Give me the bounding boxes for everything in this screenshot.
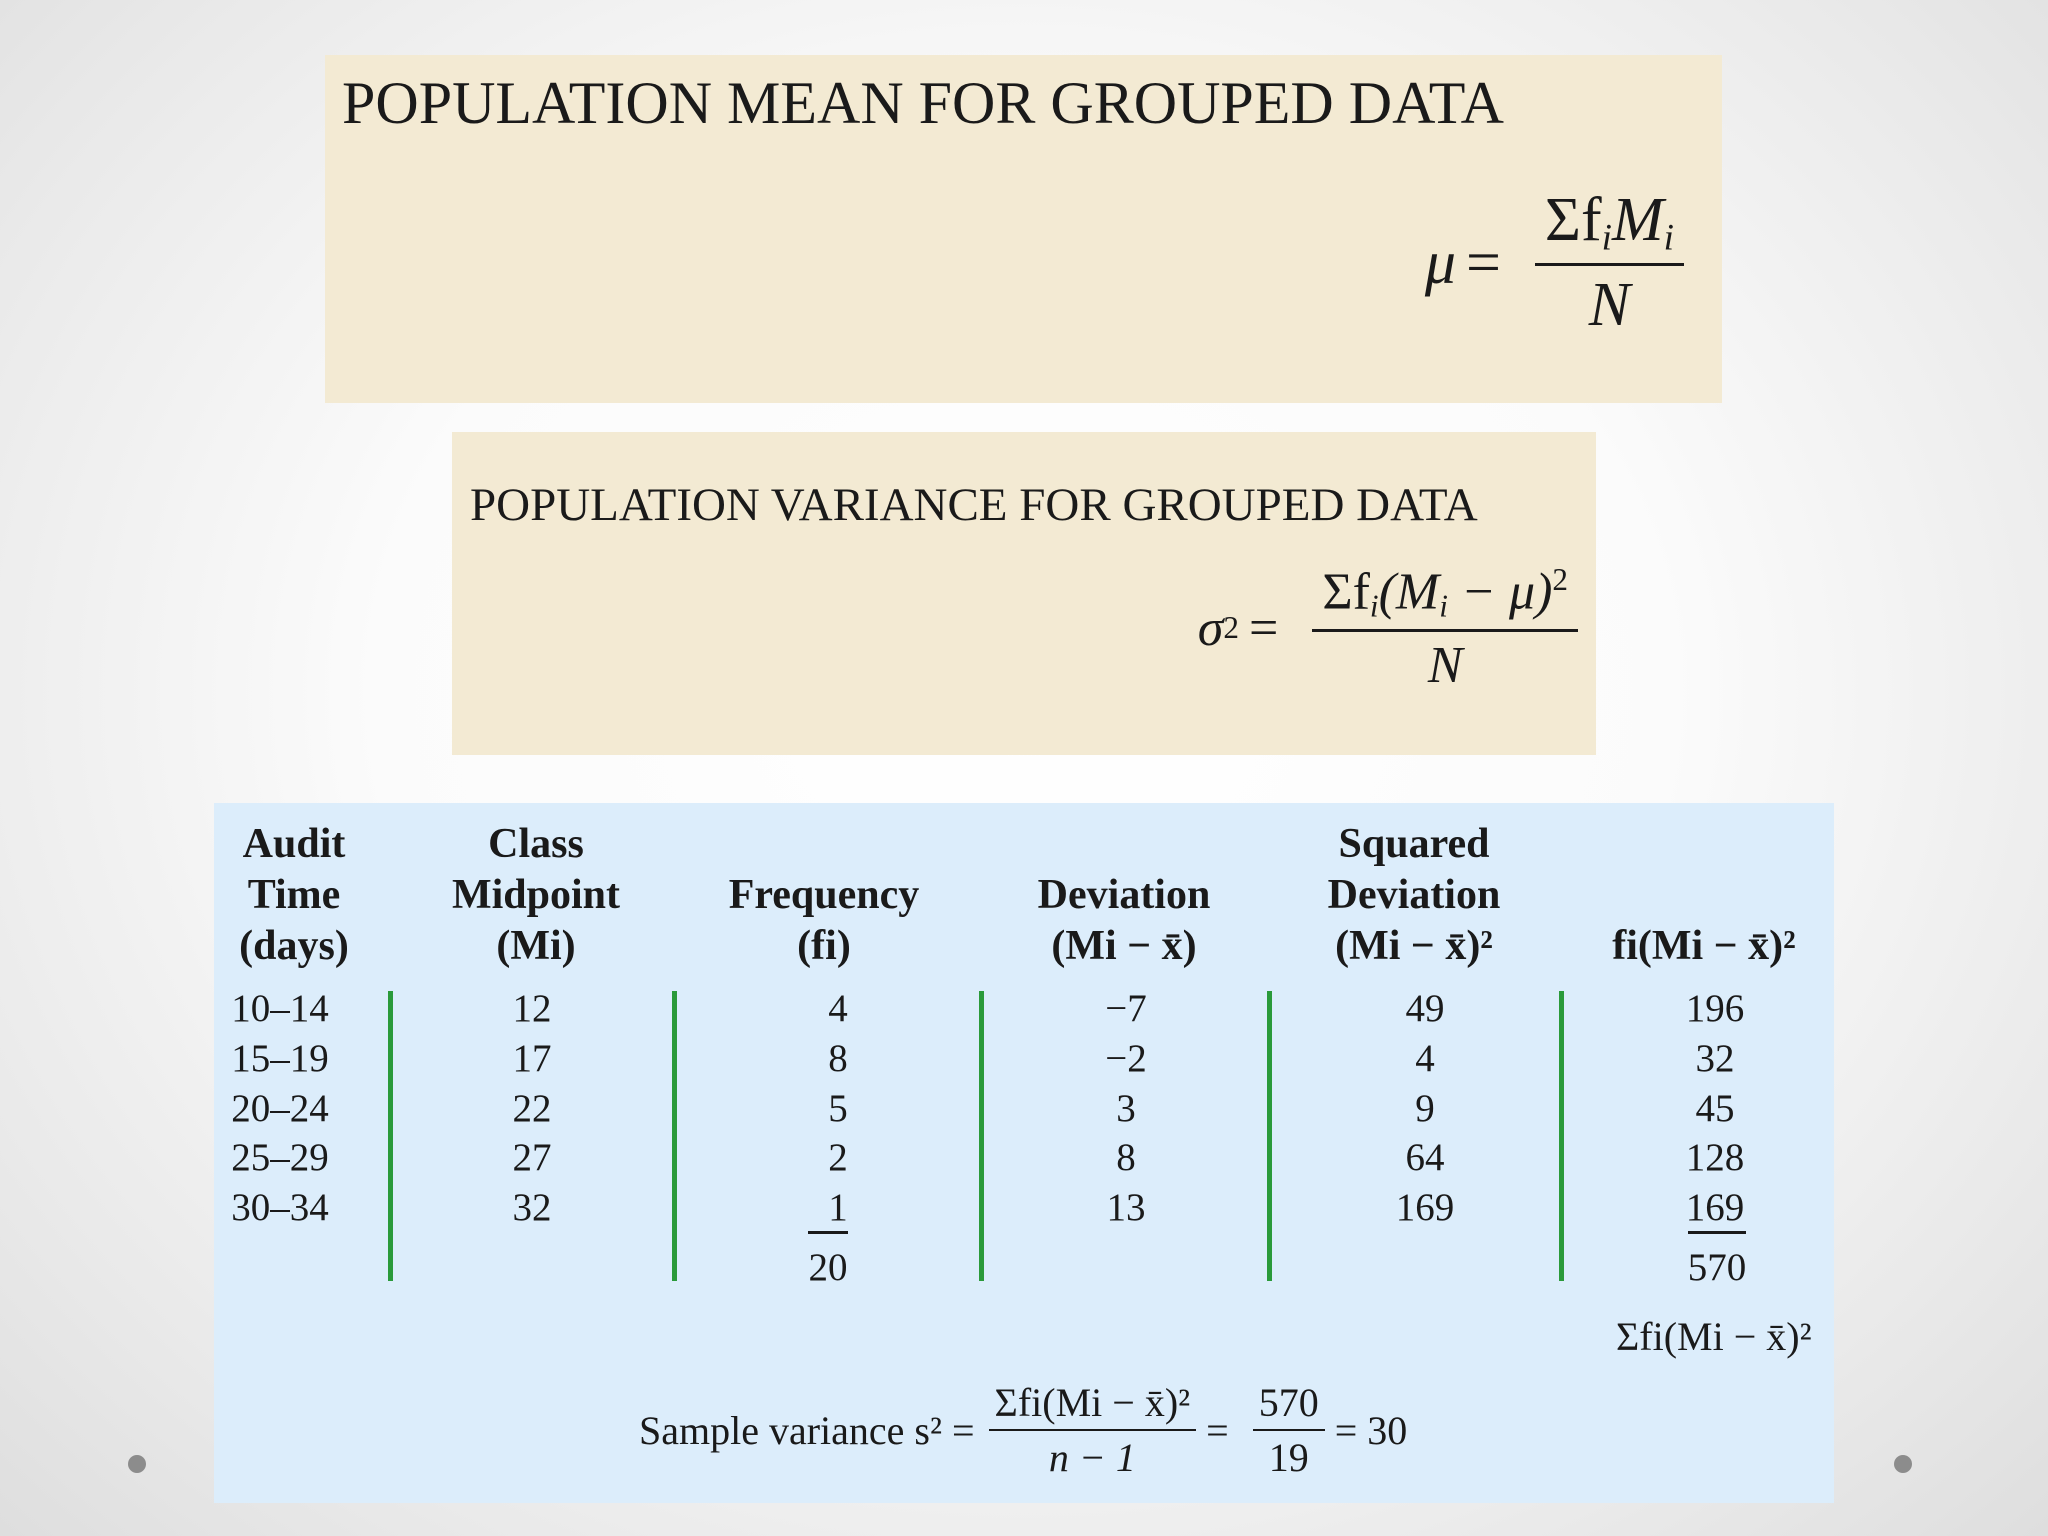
cell-deviation: 3 <box>1116 1087 1136 1130</box>
column-separator <box>979 991 984 1281</box>
cell-audit-time: 30–34 <box>231 1186 329 1229</box>
header-line: Squared <box>1338 821 1490 867</box>
header-line <box>1014 819 1234 870</box>
cell-frequency: 1 <box>828 1186 848 1229</box>
cell-deviation: 8 <box>1116 1136 1136 1179</box>
sample-numerator: Σfi(Mi − x̄)² <box>989 1379 1197 1431</box>
cell-audit-time: 10–14 <box>231 987 329 1030</box>
sample-fraction-1 <box>989 1379 1197 1481</box>
sample-variance-result: 30 <box>1367 1407 1408 1453</box>
cell-frequency: 4 <box>828 987 848 1030</box>
mu-symbol: μ <box>1424 228 1456 297</box>
cell-deviation: −7 <box>1105 987 1147 1030</box>
cell-squared-deviation: 64 <box>1405 1136 1445 1179</box>
sum-label: Σfi(Mi − x̄)² <box>1616 1314 1812 1359</box>
sub-i: i <box>1601 217 1612 259</box>
sup-2: 2 <box>1223 610 1239 646</box>
equals-sign: = <box>1248 599 1279 657</box>
cell-frequency: 8 <box>828 1037 848 1080</box>
column-separator <box>1267 991 1272 1281</box>
cell-f-squared-deviation: 32 <box>1695 1037 1735 1080</box>
sum-underline <box>1688 1231 1746 1234</box>
mean-numerator <box>1535 185 1684 266</box>
header-class-midpoint <box>436 819 636 972</box>
population-mean-title: POPULATION MEAN FOR GROUPED DATA <box>342 70 1504 136</box>
header-line: Deviation <box>1037 872 1211 918</box>
header-line: Audit <box>242 821 346 867</box>
cell-midpoint: 17 <box>512 1037 552 1080</box>
population-variance-formula <box>1198 562 1578 695</box>
cell-squared-deviation: 169 <box>1395 1186 1455 1229</box>
slide-dot-right[interactable] <box>1894 1455 1912 1473</box>
header-line: Time <box>247 872 341 918</box>
sample-variance-label: Sample variance s² = <box>639 1407 975 1453</box>
mean-fraction <box>1535 185 1684 341</box>
header-line <box>1594 819 1814 870</box>
sample-denominator: n − 1 <box>1048 1435 1136 1480</box>
cell-frequency: 5 <box>828 1087 848 1130</box>
cell-squared-deviation: 49 <box>1405 987 1445 1030</box>
m-open: (M <box>1378 563 1440 621</box>
cell-f-squared-deviation: 45 <box>1695 1087 1735 1130</box>
sigma-symbol: σ <box>1197 599 1224 657</box>
m-symbol: M <box>1612 186 1664 254</box>
sample-fraction-2 <box>1253 1379 1325 1481</box>
grouped-data-table <box>214 803 1834 1503</box>
header-line: (Mi) <box>496 923 576 969</box>
header-line: fi(Mi − x̄)² <box>1612 923 1796 969</box>
cell-audit-time: 25–29 <box>231 1136 329 1179</box>
variance-denominator: N <box>1427 636 1463 694</box>
sum-underline <box>808 1231 848 1234</box>
column-separator <box>388 991 393 1281</box>
cell-deviation: −2 <box>1105 1037 1147 1080</box>
cell-frequency: 2 <box>828 1136 848 1179</box>
header-line: (days) <box>239 923 349 969</box>
column-separator <box>1559 991 1564 1281</box>
header-deviation <box>1014 819 1234 972</box>
header-line: (Mi − x̄) <box>1051 923 1197 969</box>
sigma-f: Σf <box>1544 186 1602 254</box>
header-line <box>1594 870 1814 921</box>
header-line: Midpoint <box>451 872 621 918</box>
mean-denominator: N <box>1588 271 1631 340</box>
cell-squared-deviation: 4 <box>1415 1037 1435 1080</box>
header-line: Deviation <box>1327 872 1501 918</box>
header-frequency <box>714 819 934 972</box>
total-f-squared-deviation: 570 <box>1687 1246 1747 1289</box>
cell-audit-time: 20–24 <box>231 1087 329 1130</box>
equals-sign: = <box>1334 1407 1358 1453</box>
sample-variance-formula <box>639 1379 1407 1481</box>
cell-midpoint: 22 <box>512 1087 552 1130</box>
sample-denominator-value: 19 <box>1268 1435 1309 1480</box>
equals-sign: = <box>1206 1407 1229 1453</box>
sub-i: i <box>1439 588 1448 624</box>
population-mean-formula <box>1425 185 1684 341</box>
cell-f-squared-deviation: 196 <box>1685 987 1745 1030</box>
population-variance-title: POPULATION VARIANCE FOR GROUPED DATA <box>470 479 1478 531</box>
total-frequency: 20 <box>808 1246 848 1289</box>
variance-fraction <box>1312 562 1578 695</box>
cell-audit-time: 15–19 <box>231 1037 329 1080</box>
header-line: (Mi − x̄)² <box>1335 923 1493 969</box>
sup-2: 2 <box>1552 562 1568 597</box>
sub-i: i <box>1663 217 1674 259</box>
header-line: Class <box>488 821 584 867</box>
header-line: (fi) <box>797 923 851 969</box>
sigma-f: Σf <box>1322 563 1370 621</box>
cell-midpoint: 12 <box>512 987 552 1030</box>
cell-f-squared-deviation: 128 <box>1685 1136 1745 1179</box>
header-audit-time <box>224 819 364 972</box>
header-line <box>714 819 934 870</box>
population-variance-box <box>452 432 1596 755</box>
sample-numerator-value: 570 <box>1253 1379 1325 1431</box>
cell-squared-deviation: 9 <box>1415 1087 1435 1130</box>
population-mean-box <box>325 55 1722 403</box>
minus-mu: − μ) <box>1447 563 1553 621</box>
slide-dot-left[interactable] <box>128 1455 146 1473</box>
header-line: Frequency <box>728 872 920 918</box>
equals-sign: = <box>1465 228 1501 297</box>
variance-numerator <box>1312 562 1578 632</box>
sub-i: i <box>1369 588 1379 624</box>
header-f-squared-deviation <box>1594 819 1814 972</box>
column-separator <box>672 991 677 1281</box>
cell-f-squared-deviation: 169 <box>1685 1186 1745 1229</box>
cell-midpoint: 27 <box>512 1136 552 1179</box>
header-squared-deviation <box>1304 819 1524 972</box>
cell-midpoint: 32 <box>512 1186 552 1229</box>
cell-deviation: 13 <box>1106 1186 1146 1229</box>
